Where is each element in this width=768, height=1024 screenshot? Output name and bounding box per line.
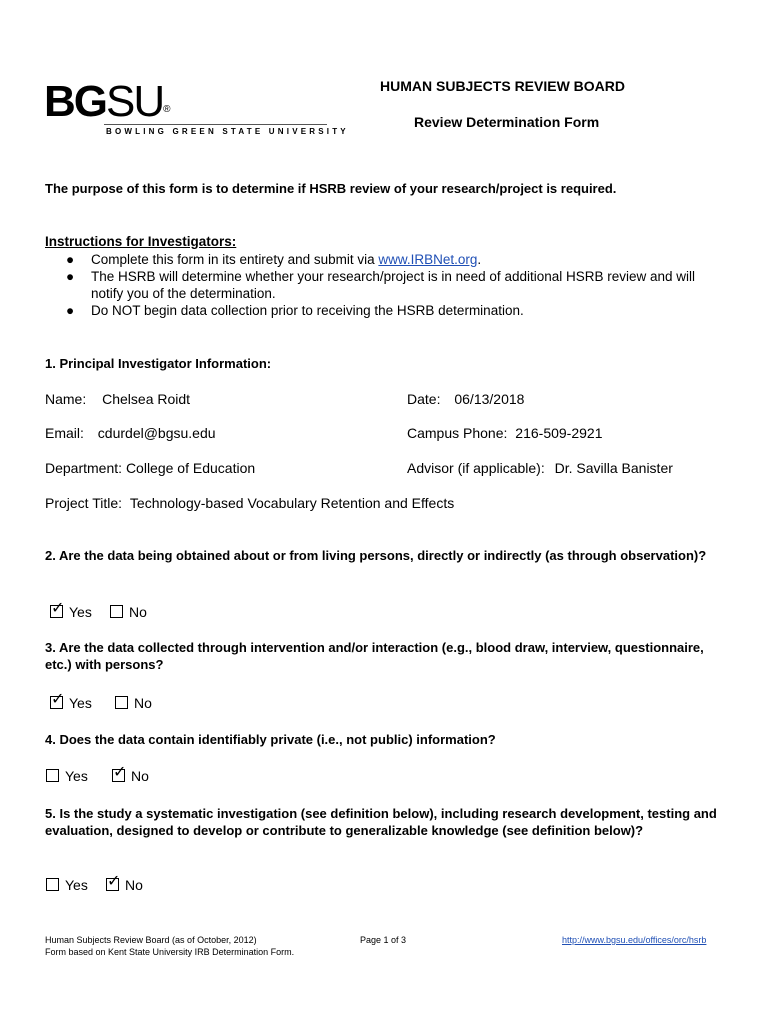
email-value[interactable]: cdurdel@bgsu.edu bbox=[97, 425, 216, 441]
q4-yes-label: Yes bbox=[65, 768, 88, 784]
q2-yes-option[interactable] bbox=[50, 604, 92, 620]
instructions-heading: Instructions for Investigators: bbox=[45, 234, 237, 249]
q5-no-label: No bbox=[125, 877, 143, 893]
q4-no-label: No bbox=[131, 768, 149, 784]
project-title-value[interactable]: Technology-based Vocabulary Retention and Effects bbox=[129, 495, 455, 511]
bgsu-logo bbox=[44, 78, 171, 134]
page-number: Page 1 of 3 bbox=[360, 935, 407, 945]
q3-yes-option[interactable] bbox=[50, 695, 92, 711]
bullet-icon: ● bbox=[66, 269, 75, 284]
advisor-field bbox=[407, 460, 673, 476]
name-value[interactable]: Chelsea Roidt bbox=[102, 391, 191, 407]
question-3: 3. Are the data collected through intervention and/or interaction (e.g., blood draw, interview, questionnaire, etc.) with persons? bbox=[45, 640, 704, 672]
empty-checkbox-icon[interactable] bbox=[115, 696, 128, 709]
section1-heading: 1. Principal Investigator Information: bbox=[45, 356, 272, 371]
q4-no-option[interactable] bbox=[112, 768, 149, 784]
name-label: Name: bbox=[45, 391, 87, 407]
logo-bold-text: BG bbox=[44, 77, 106, 126]
bullet-icon: ● bbox=[66, 252, 75, 267]
registered-mark: ® bbox=[163, 104, 171, 115]
q3-no-option[interactable] bbox=[115, 695, 152, 711]
hsrb-url-link[interactable]: http://www.bgsu.edu/offices/orc/hsrb bbox=[562, 935, 707, 945]
q5-yes-label: Yes bbox=[65, 877, 88, 893]
question-4: 4. Does the data contain identifiably private (i.e., not public) information? bbox=[45, 732, 496, 747]
irbnet-link[interactable]: www.IRBNet.org bbox=[378, 252, 478, 267]
q3-no-label: No bbox=[134, 695, 152, 711]
email-label: Email: bbox=[45, 425, 84, 441]
department-label: Department: bbox=[45, 460, 123, 476]
q5-yes-option[interactable] bbox=[46, 877, 88, 893]
department-value[interactable]: College of Education bbox=[125, 460, 256, 476]
form-board-title: HUMAN SUBJECTS REVIEW BOARD bbox=[380, 78, 626, 94]
q5-no-option[interactable] bbox=[106, 877, 143, 893]
empty-checkbox-icon[interactable] bbox=[110, 605, 123, 618]
instruction-item bbox=[66, 268, 726, 302]
checked-checkbox-icon[interactable] bbox=[112, 769, 125, 782]
name-field bbox=[45, 391, 190, 407]
checked-checkbox-icon[interactable] bbox=[50, 605, 63, 618]
logo-light-text: SU bbox=[106, 77, 164, 126]
instruction-item bbox=[66, 251, 726, 268]
instruction-text: The HSRB will determine whether your research/project is in need of additional HSRB review and will notify you of the determination. bbox=[91, 269, 696, 301]
checked-checkbox-icon[interactable] bbox=[106, 878, 119, 891]
footer-source-note: Form based on Kent State University IRB Determination Form. bbox=[45, 947, 295, 957]
campus-phone-label: Campus Phone: bbox=[407, 425, 508, 441]
bullet-icon: ● bbox=[66, 303, 75, 318]
logo-subtitle: BOWLING GREEN STATE UNIVERSITY bbox=[106, 127, 349, 136]
instruction-text: Do NOT begin data collection prior to receiving the HSRB determination. bbox=[91, 303, 524, 318]
purpose-statement: The purpose of this form is to determine if HSRB review of your research/project is required. bbox=[45, 181, 617, 196]
instructions-list bbox=[66, 251, 726, 319]
project-title-label: Project Title: bbox=[45, 495, 123, 511]
q3-yes-label: Yes bbox=[69, 695, 92, 711]
advisor-value[interactable]: Dr. Savilla Banister bbox=[554, 460, 673, 476]
footer-board-note: Human Subjects Review Board (as of October, 2012) bbox=[45, 935, 257, 945]
instruction-item bbox=[66, 302, 726, 319]
checked-checkbox-icon[interactable] bbox=[50, 696, 63, 709]
empty-checkbox-icon[interactable] bbox=[46, 769, 59, 782]
campus-phone-field bbox=[407, 425, 602, 441]
department-field bbox=[45, 460, 255, 476]
question-5: 5. Is the study a systematic investigation (see definition below), including research development, testing and evaluation, designed to develop or contribute to generalizable knowledge (see definition below)? bbox=[45, 806, 717, 838]
campus-phone-value[interactable]: 216-509-2921 bbox=[515, 425, 603, 441]
advisor-label: Advisor (if applicable): bbox=[407, 460, 545, 476]
logo-divider bbox=[104, 124, 327, 125]
instruction-text: Complete this form in its entirety and submit via bbox=[91, 252, 379, 267]
instruction-text-end: . bbox=[477, 252, 482, 267]
date-field bbox=[407, 391, 524, 407]
q2-no-option[interactable] bbox=[110, 604, 147, 620]
q4-yes-option[interactable] bbox=[46, 768, 88, 784]
form-title: Review Determination Form bbox=[414, 114, 600, 130]
date-value[interactable]: 06/13/2018 bbox=[454, 391, 525, 407]
q2-no-label: No bbox=[129, 604, 147, 620]
question-2: 2. Are the data being obtained about or from living persons, directly or indirectly (as through observation)? bbox=[45, 548, 707, 563]
date-label: Date: bbox=[407, 391, 441, 407]
email-field bbox=[45, 425, 216, 441]
empty-checkbox-icon[interactable] bbox=[46, 878, 59, 891]
q2-yes-label: Yes bbox=[69, 604, 92, 620]
project-title-field bbox=[45, 495, 454, 511]
